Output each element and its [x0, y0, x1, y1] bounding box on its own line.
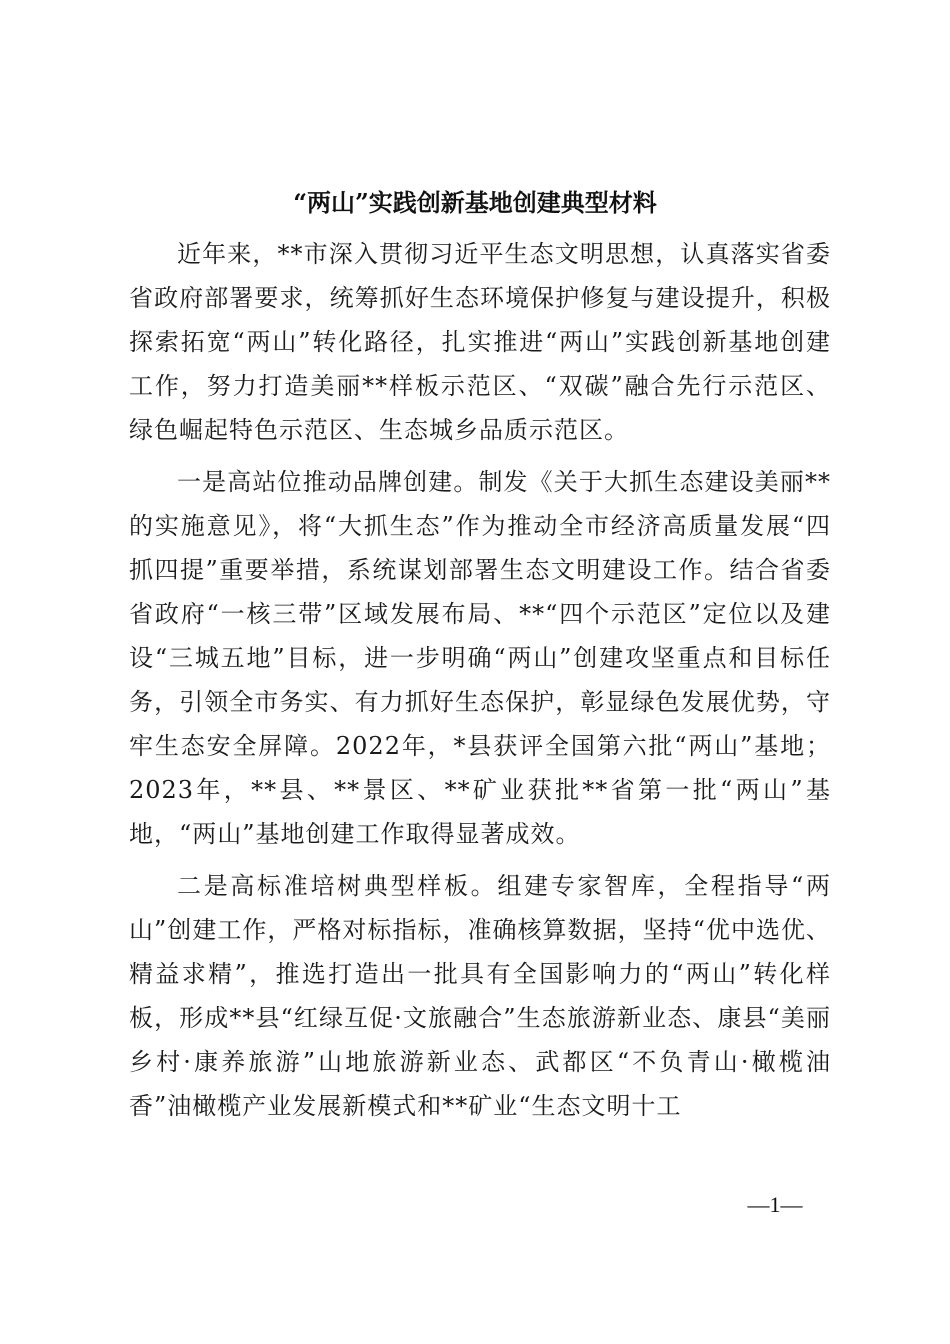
document-title: “两山”实践创新基地创建典型材料 [293, 188, 657, 217]
page-number: —1— [747, 1192, 803, 1217]
paragraph-typical-models: 二是高标准培树典型样板。组建专家智库，全程指导“两山”创建工作，严格对标指标，准确核算数据，坚持“优中选优、精益求精”，推选打造出一批具有全国影响力的“两山”转化样板，形成**县“红绿互促·文旅融合”生态旅游新业态、康县“美丽乡村·康养旅游”山地旅游新业态、武都区“不负青山·橄榄油香”油橄榄产业发展新模式和**矿业“生态文明十工 [129, 872, 831, 1120]
paragraph-intro: 近年来，**市深入贯彻习近平生态文明思想，认真落实省委省政府部署要求，统筹抓好生态环境保护修复与建设提升，积极探索拓宽“两山”转化路径，扎实推进“两山”实践创新基地创建工作，努力打造美丽**样板示范区、“双碳”融合先行示范区、绿色崛起特色示范区、生态城乡品质示范区。 [129, 240, 831, 444]
document-body [129, 232, 831, 1136]
paragraph-brand-creation: 一是高站位推动品牌创建。制发《关于大抓生态建设美丽**的实施意见》，将“大抓生态”作为推动全市经济高质量发展“四抓四提”重要举措，系统谋划部署生态文明建设工作。结合省委省政府“一核三带”区域发展布局、**“四个示范区”定位以及建设“三城五地”目标，进一步明确“两山”创建攻坚重点和目标任务，引领全市务实、有力抓好生态保护，彰显绿色发展优势，守牢生态安全屏障。2022年，*县获评全国第六批“两山”基地；2023年，**县、**景区、**矿业获批**省第一批“两山”基地，“两山”基地创建工作取得显著成效。 [129, 468, 831, 848]
